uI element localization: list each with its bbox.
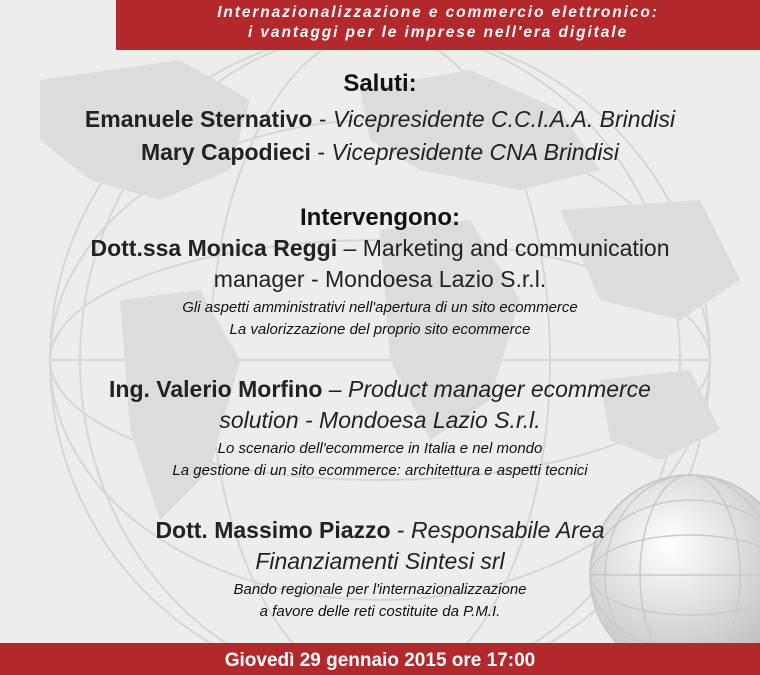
speaker-name: Ing. Valerio Morfino bbox=[109, 376, 323, 402]
speaker-3-line-2: Finanziamenti Sintesi srl bbox=[255, 548, 505, 574]
speaker-role: Marketing and communication bbox=[362, 235, 670, 261]
speaker-1-topic-1: Gli aspetti amministrativi nell'apertura di un sito ecommerce bbox=[182, 299, 578, 316]
separator: - bbox=[312, 106, 333, 132]
speaker-1-topic-2: La valorizzazione del proprio sito ecommerce bbox=[229, 321, 531, 338]
speaker-role: Vicepresidente C.C.I.A.A. Brindisi bbox=[332, 106, 676, 132]
separator: - bbox=[310, 139, 332, 165]
speaker-name: Dott.ssa Monica Reggi bbox=[90, 235, 338, 261]
title-line-2: i vantaggi per le imprese nell'era digitale bbox=[248, 24, 628, 41]
separator: – bbox=[322, 376, 348, 402]
speaker-3-line-1 bbox=[0, 517, 760, 544]
title-banner bbox=[116, 0, 760, 50]
speaker-role: Product manager ecommerce bbox=[348, 376, 651, 402]
title-line-1: Internazionalizzazione e commercio elettronico: bbox=[217, 4, 659, 21]
speaker-1-line-1 bbox=[0, 235, 760, 262]
speaker-name: Mary Capodieci bbox=[140, 139, 311, 165]
saluti-speaker-2 bbox=[0, 139, 760, 166]
intervengono-heading: Intervengono: bbox=[300, 204, 460, 231]
separator: - bbox=[390, 517, 412, 543]
speaker-1-line-2: manager - Mondoesa Lazio S.r.l. bbox=[213, 266, 547, 292]
speaker-2-line-1 bbox=[0, 376, 760, 403]
speaker-name: Dott. Massimo Piazzo bbox=[155, 517, 391, 543]
speaker-2-topic-2: La gestione di un sito ecommerce: architettura e aspetti tecnici bbox=[172, 462, 588, 479]
event-date: Giovedì 29 gennaio 2015 ore 17:00 bbox=[224, 650, 536, 671]
speaker-3-topic-2: a favore delle reti costituite da P.M.I. bbox=[259, 603, 501, 620]
saluti-speaker-1 bbox=[0, 106, 760, 133]
separator: – bbox=[337, 235, 363, 261]
speaker-2-topic-1: Lo scenario dell'ecommerce in Italia e nel mondo bbox=[217, 440, 543, 457]
speaker-3-topic-1: Bando regionale per l'internazionalizzazione bbox=[233, 581, 527, 598]
speaker-role: Responsabile Area bbox=[411, 517, 605, 543]
speaker-2-line-2: solution - Mondoesa Lazio S.r.l. bbox=[219, 407, 541, 433]
speaker-name: Emanuele Sternativo bbox=[84, 106, 313, 132]
saluti-heading: Saluti: bbox=[343, 70, 417, 97]
speaker-role: Vicepresidente CNA Brindisi bbox=[331, 139, 620, 165]
